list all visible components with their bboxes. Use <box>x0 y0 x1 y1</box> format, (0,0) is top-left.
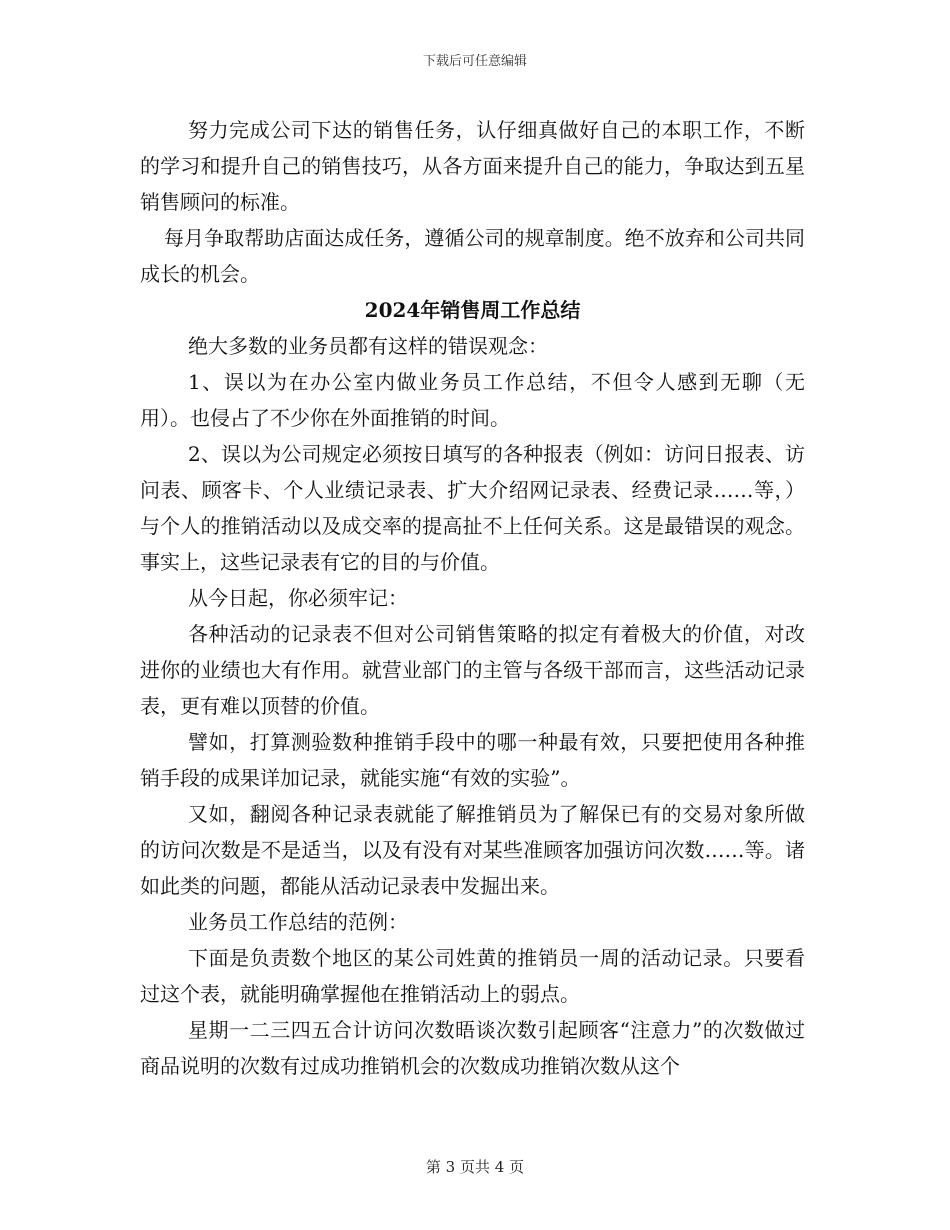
section-paragraph: 下面是负责数个地区的某公司姓黄的推销员一周的活动记录。只要看过这个表，就能明确掌握他在推销活动上的弱点。 <box>140 946 805 1006</box>
paragraph-2: 每月争取帮助店面达成任务，遵循公司的规章制度。绝不放弃和公司共同成长的机会。 <box>140 226 805 286</box>
section-paragraph: 各种活动的记录表不但对公司销售策略的拟定有着极大的价值，对改进你的业绩也大有作用。就营业部门的主管与各级干部而言，这些活动记录表，更有难以顶替的价值。 <box>140 622 805 718</box>
section-title: 2024年销售周工作总结 <box>364 298 581 322</box>
page-number-footer: 第 3 页共 4 页 <box>425 1158 525 1176</box>
section-paragraph: 从今日起，你必须牢记： <box>188 586 408 610</box>
document-body <box>140 112 805 1084</box>
section-paragraph: 星期一二三四五合计访问次数晤谈次数引起顾客“注意力”的次数做过商品说明的次数有过成功推销机会的次数成功推销次数从这个 <box>140 1018 805 1078</box>
section-paragraph: 2、误以为公司规定必须按日填写的各种报表（例如：访问日报表、访问表、顾客卡、个人业绩记录表、扩大介绍网记录表、经费记录……等，）与个人的推销活动以及成交率的提高扯不上任何关系。这是最错误的观念。事实上，这些记录表有它的目的与价值。 <box>140 442 805 574</box>
paragraph-1: 努力完成公司下达的销售任务，认仔细真做好自己的本职工作，不断的学习和提升自己的销售技巧，从各方面来提升自己的能力，争取达到五星销售顾问的标准。 <box>140 118 805 214</box>
section-paragraph: 又如，翻阅各种记录表就能了解推销员为了解保已有的交易对象所做的访问次数是不是适当，以及有没有对某些准顾客加强访问次数……等。诸如此类的问题，都能从活动记录表中发掘出来。 <box>140 802 805 898</box>
section-paragraph: 譬如，打算测验数种推销手段中的哪一种最有效，只要把使用各种推销手段的成果详加记录，就能实施“有效的实验”。 <box>140 730 805 790</box>
page-header-note: 下载后可任意编辑 <box>422 54 527 69</box>
section-paragraph: 业务员工作总结的范例： <box>188 910 408 934</box>
section-paragraph: 绝大多数的业务员都有这样的错误观念： <box>188 334 548 358</box>
section-paragraph: 1、误以为在办公室内做业务员工作总结，不但令人感到无聊（无用）。也侵占了不少你在外面推销的时间。 <box>140 370 805 430</box>
